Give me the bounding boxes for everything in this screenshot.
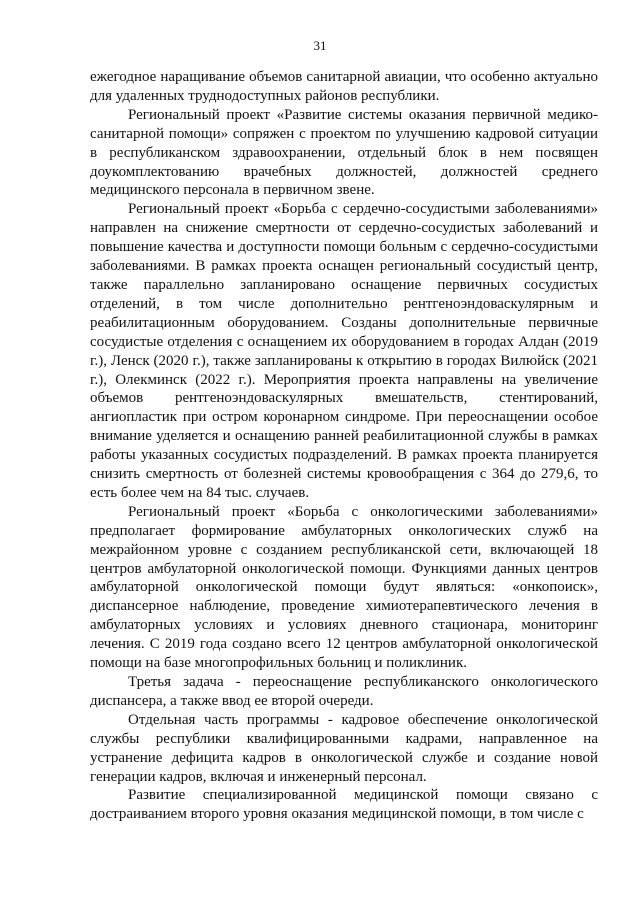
paragraph-third-task: Третья задача - переоснащение республиканского онкологического диспансера, а также ввод ее второй очереди.: [90, 674, 598, 709]
body-text: [90, 68, 598, 824]
paragraph-specialized-care: Развитие специализированной медицинской помощи связано с достраиванием второго уровня оказания медицинской помощи, в том числе с: [90, 787, 598, 823]
paragraph-primary-care-project: Региональный проект «Развитие системы оказания первичной медико-санитарной помощи» сопряжен с проектом по улучшению кадровой ситуации в республиканском здравоохранении, отдельный блок в нем посвящен доукомплектованию врачебных должностей, должностей среднего медицинского персонала в первичном звене.: [90, 106, 598, 199]
paragraph-continuation: ежегодное наращивание объемов санитарной авиации, что особенно актуально для удаленных труднодоступных районов республики.: [90, 69, 598, 104]
paragraph-oncology-project: Региональный проект «Борьба с онкологическими заболеваниями» предполагает формирование амбулаторных онкологических служб на межрайонном уровне с созданием республиканской сети, включающей 18 центров амбулаторной онкологической помощи. Функциями данных центров амбулаторной онкологической помощи будут являться: «онкопоиск», диспансерное наблюдение, проведение химиотерапевтического лечения в амбулаторных условиях и условиях дневного стационара, мониторинг лечения. С 2019 года создано всего 12 центров амбулаторной онкологической помощи на базе многопрофильных больниц и поликлиник.: [90, 503, 598, 672]
page-number: 31: [313, 38, 327, 53]
paragraph-cardiovascular-project: Региональный проект «Борьба с сердечно-сосудистыми заболеваниями» направлен на снижение смертности от сердечно-сосудистых заболеваний и повышение качества и доступности помощи больным с сердечно-сосудистыми заболеваниями. В рамках проекта оснащен региональный сосудистый центр, также параллельно запланировано оснащение первичных сосудистых отделений, в том числе дополнительно рентгеноэндоваскулярным и реабилитационным оборудованием. Созданы дополнительные первичные сосудистые отделения с оснащением их оборудованием в городах Алдан (2019 г.), Ленск (2020 г.), также запланированы к открытию в городах Вилюйск (2021 г.), Олекминск (2022 г.). Мероприятия проекта направлены на увеличение объемов рентгеноэндоваскулярных вмешательств, стентирований, ангиопластик при остром коронарном синдроме. При переоснащении особое внимание уделяется и оснащению ранней реабилитационной службы в рамках работы указанных сосудистых подразделений. В рамках проекта планируется снизить смертность от болезней системы кровообращения с 364 до 279,6, то есть более чем на 84 тыс. случаев.: [90, 201, 598, 501]
paragraph-staffing: Отдельная часть программы - кадровое обеспечение онкологической службы республики квалифицированными кадрами, направленное на устранение дефицита кадров в онкологической службе и создание новой генерации кадров, включая и инженерный персонал.: [90, 711, 598, 785]
